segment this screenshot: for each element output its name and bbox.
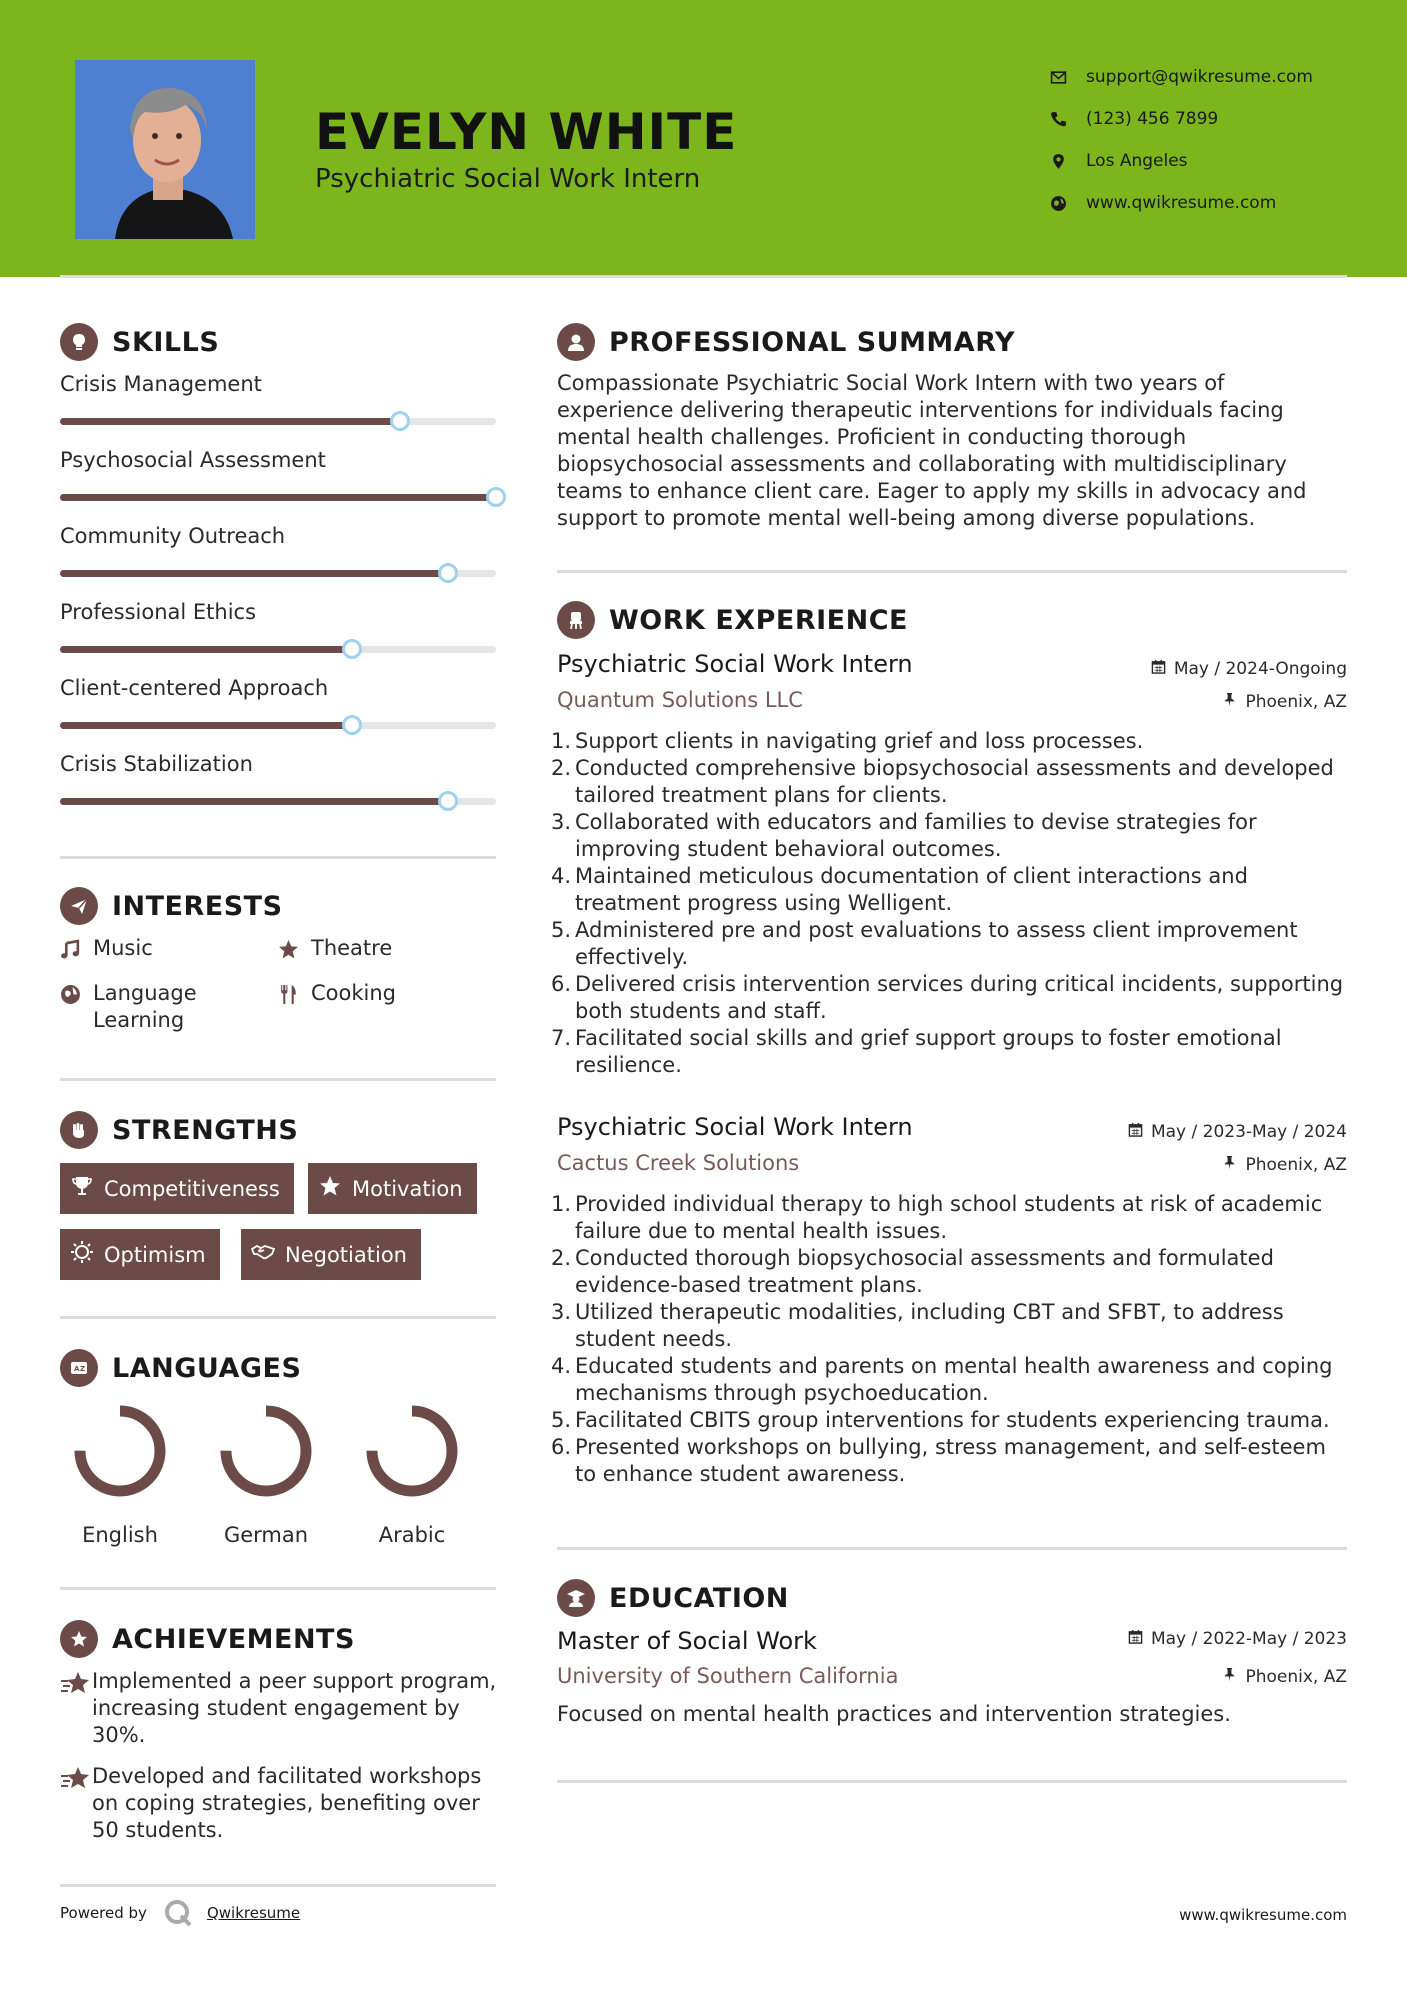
language-item [196, 1403, 336, 1547]
duty-text: Facilitated social skills and grief support groups to foster emotional resilience. [575, 1026, 1282, 1077]
education-date: May / 2022-May / 2023 [1128, 1629, 1347, 1649]
education-location: Phoenix, AZ [1222, 1667, 1347, 1687]
duty-text: Delivered crisis intervention services during critical incidents, supporting both students and staff. [575, 972, 1344, 1023]
duty-number: 6. [551, 972, 572, 996]
divider [60, 1884, 496, 1887]
sun-icon [70, 1240, 104, 1269]
achievement-item: Implemented a peer support program, increasing student engagement by 30%. [60, 1668, 500, 1749]
skill-item [60, 752, 496, 805]
duty-item [551, 755, 1347, 809]
language-name: English [82, 1523, 158, 1547]
globe-icon [60, 980, 93, 1012]
header-divider [60, 275, 1347, 278]
divider [557, 1547, 1347, 1550]
interest-item: Language Learning [60, 980, 260, 1034]
phone-icon [1050, 111, 1086, 128]
duty-item [551, 1353, 1347, 1407]
skill-level-bar [60, 798, 496, 805]
calendar-icon [1151, 659, 1174, 679]
duty-text: Conducted thorough biopsychosocial assessments and formulated evidence-based treatment plans. [575, 1246, 1274, 1297]
languages-heading: A Z LANGUAGES [60, 1349, 301, 1387]
duty-number: 5. [551, 1408, 572, 1432]
strength-badge: Motivation [308, 1163, 477, 1214]
duty-text: Provided individual therapy to high school students at risk of academic failure due to mental health issues. [575, 1192, 1323, 1243]
divider [60, 1587, 496, 1590]
degree-title: Master of Social Work [557, 1627, 817, 1655]
duty-item [551, 1245, 1347, 1299]
skill-level-knob [438, 563, 458, 583]
candidate-name: EVELYN WHITE [315, 103, 738, 161]
duty-item [551, 1407, 1347, 1434]
interest-item: Music [60, 935, 153, 967]
star-icon [60, 1668, 92, 1749]
skill-level-knob [390, 411, 410, 431]
skill-name: Professional Ethics [60, 600, 257, 624]
strength-badge: Negotiation [241, 1229, 421, 1280]
contact-phone[interactable]: (123) 456 7899 [1050, 98, 1313, 140]
svg-text:A: A [74, 1365, 80, 1373]
skill-level-knob [342, 639, 362, 659]
divider [60, 1078, 496, 1081]
duty-number: 5. [551, 918, 572, 942]
language-level-ring [218, 1403, 314, 1499]
duty-text: Educated students and parents on mental health awareness and coping mechanisms through psychoeducation. [575, 1354, 1333, 1405]
qwikresume-link[interactable]: Qwikresume [206, 1904, 301, 1922]
star-icon [318, 1174, 352, 1203]
candidate-title: Psychiatric Social Work Intern [315, 164, 701, 194]
duty-text: Collaborated with educators and families to devise strategies for improving student behavioral outcomes. [575, 810, 1257, 861]
star-badge-icon [60, 1620, 98, 1658]
pin-icon [1222, 1155, 1245, 1175]
skill-level-fill [60, 418, 400, 425]
skill-level-bar [60, 646, 496, 653]
contact-website[interactable]: www.qwikresume.com [1050, 182, 1313, 224]
job-duties [551, 728, 1347, 1079]
job-date: May / 2023-May / 2024 [1128, 1122, 1347, 1142]
skill-level-bar [60, 494, 496, 501]
fist-icon [60, 1111, 98, 1149]
skill-item [60, 676, 496, 729]
company-name: Quantum Solutions LLC [557, 688, 803, 712]
skill-level-bar [60, 722, 496, 729]
achievement-item: Developed and facilitated workshops on coping strategies, benefiting over 50 students. [60, 1763, 500, 1844]
duty-text: Maintained meticulous documentation of client interactions and treatment progress using Welligent. [575, 864, 1248, 915]
skill-level-fill [60, 646, 352, 653]
user-icon [557, 323, 595, 361]
divider [60, 1316, 496, 1319]
cutlery-icon [278, 980, 311, 1012]
company-name: Cactus Creek Solutions [557, 1151, 800, 1175]
interest-item: Cooking [278, 980, 396, 1012]
summary-text: Compassionate Psychiatric Social Work Intern with two years of experience delivering therapeutic interventions for individuals facing mental health challenges. Proficient in conducting thorough biopsychosocial assessments and collaborating with multidisciplinary teams to enhance client care. Eager to apply my skills in advocacy and support to promote mental well-being among diverse populations. [557, 371, 1307, 530]
duty-item [551, 863, 1347, 917]
chair-icon [557, 601, 595, 639]
job-location: Phoenix, AZ [1222, 692, 1347, 712]
skill-level-fill [60, 722, 352, 729]
skill-item [60, 372, 496, 425]
skill-name: Crisis Stabilization [60, 752, 253, 776]
strength-badge: Optimism [60, 1229, 220, 1280]
duty-number: 2. [551, 756, 572, 780]
skill-level-fill [60, 494, 496, 501]
divider [557, 570, 1347, 573]
skill-name: Crisis Management [60, 372, 262, 396]
footer-url[interactable]: www.qwikresume.com [1179, 1906, 1347, 1924]
skills-heading: SKILLS [60, 323, 219, 361]
language-item [50, 1403, 190, 1547]
interest-item: Theatre [278, 935, 392, 967]
job-title: Psychiatric Social Work Intern [557, 1113, 913, 1141]
skill-item [60, 524, 496, 577]
duty-item [551, 971, 1347, 1025]
duty-item [551, 1434, 1347, 1488]
duty-item [551, 1191, 1347, 1245]
duty-number: 1. [551, 1192, 572, 1216]
duty-text: Utilized therapeutic modalities, including CBT and SFBT, to address student needs. [575, 1300, 1284, 1351]
qwikresume-logo-icon [163, 1898, 193, 1928]
skill-item [60, 600, 496, 653]
duty-number: 4. [551, 1354, 572, 1378]
globe-icon [1050, 195, 1086, 212]
language-level-ring [72, 1403, 168, 1499]
pin-icon [1222, 692, 1245, 712]
duty-number: 3. [551, 810, 572, 834]
strength-badge: Competitiveness [60, 1163, 294, 1214]
contact-email[interactable]: support@qwikresume.com [1050, 56, 1313, 98]
skill-level-fill [60, 798, 448, 805]
language-name: German [223, 1523, 309, 1547]
divider [557, 1780, 1347, 1783]
duty-number: 6. [551, 1435, 572, 1459]
duty-item [551, 809, 1347, 863]
skill-level-knob [342, 715, 362, 735]
skill-level-fill [60, 570, 448, 577]
skill-level-bar [60, 570, 496, 577]
mail-icon [1050, 69, 1086, 86]
music-icon [60, 935, 93, 967]
skill-item [60, 448, 496, 501]
skill-name: Psychosocial Assessment [60, 448, 326, 472]
language-item [342, 1403, 482, 1547]
skill-level-knob [486, 487, 506, 507]
experience-heading: WORK EXPERIENCE [557, 601, 908, 639]
skill-level-bar [60, 418, 496, 425]
handshake-icon [251, 1240, 285, 1269]
contact-info [1050, 56, 1313, 224]
duty-text: Presented workshops on bullying, stress management, and self-esteem to enhance student awareness. [575, 1435, 1326, 1486]
strengths-heading: STRENGTHS [60, 1111, 298, 1149]
paper-plane-icon [60, 887, 98, 925]
star-icon [278, 935, 311, 967]
language-icon [60, 1349, 98, 1387]
pin-icon [1222, 1667, 1245, 1687]
education-heading: EDUCATION [557, 1579, 789, 1617]
duty-text: Support clients in navigating grief and loss processes. [575, 729, 1144, 753]
duty-number: 4. [551, 864, 572, 888]
job-location: Phoenix, AZ [1222, 1155, 1347, 1175]
profile-photo [75, 60, 255, 239]
school-name: University of Southern California [557, 1664, 899, 1688]
language-name: Arabic [378, 1523, 446, 1547]
graduate-icon [557, 1579, 595, 1617]
calendar-icon [1128, 1122, 1151, 1142]
svg-text:Z: Z [80, 1365, 86, 1373]
skill-level-knob [438, 791, 458, 811]
job-date: May / 2024-Ongoing [1151, 659, 1347, 679]
duty-text: Administered pre and post evaluations to assess client improvement effectively. [575, 918, 1298, 969]
duty-number: 2. [551, 1246, 572, 1270]
duty-item [551, 1299, 1347, 1353]
job-title: Psychiatric Social Work Intern [557, 650, 913, 678]
duty-number: 7. [551, 1026, 572, 1050]
summary-heading: PROFESSIONAL SUMMARY [557, 323, 1015, 361]
achievements-heading: ACHIEVEMENTS [60, 1620, 355, 1658]
interests-heading: INTERESTS [60, 887, 283, 925]
lightbulb-icon [60, 323, 98, 361]
skill-name: Community Outreach [60, 524, 286, 548]
duty-text: Facilitated CBITS group interventions for students experiencing trauma. [575, 1408, 1330, 1432]
resume-header [0, 0, 1407, 277]
duty-number: 3. [551, 1300, 572, 1324]
contact-location: Los Angeles [1050, 140, 1313, 182]
footer-powered-by: Powered by Qwikresume [60, 1898, 300, 1928]
duty-text: Conducted comprehensive biopsychosocial assessments and developed tailored treatment plans for clients. [575, 756, 1334, 807]
duty-number: 1. [551, 729, 572, 753]
divider [60, 856, 496, 859]
education-description: Focused on mental health practices and intervention strategies. [557, 1702, 1231, 1726]
duty-item [551, 728, 1347, 755]
map-marker-icon [1050, 153, 1086, 170]
star-icon [60, 1763, 92, 1844]
duty-item [551, 917, 1347, 971]
language-level-ring [364, 1403, 460, 1499]
trophy-icon [70, 1174, 104, 1203]
skill-name: Client-centered Approach [60, 676, 329, 700]
calendar-icon [1128, 1629, 1151, 1649]
job-duties [551, 1191, 1347, 1488]
duty-item [551, 1025, 1347, 1079]
